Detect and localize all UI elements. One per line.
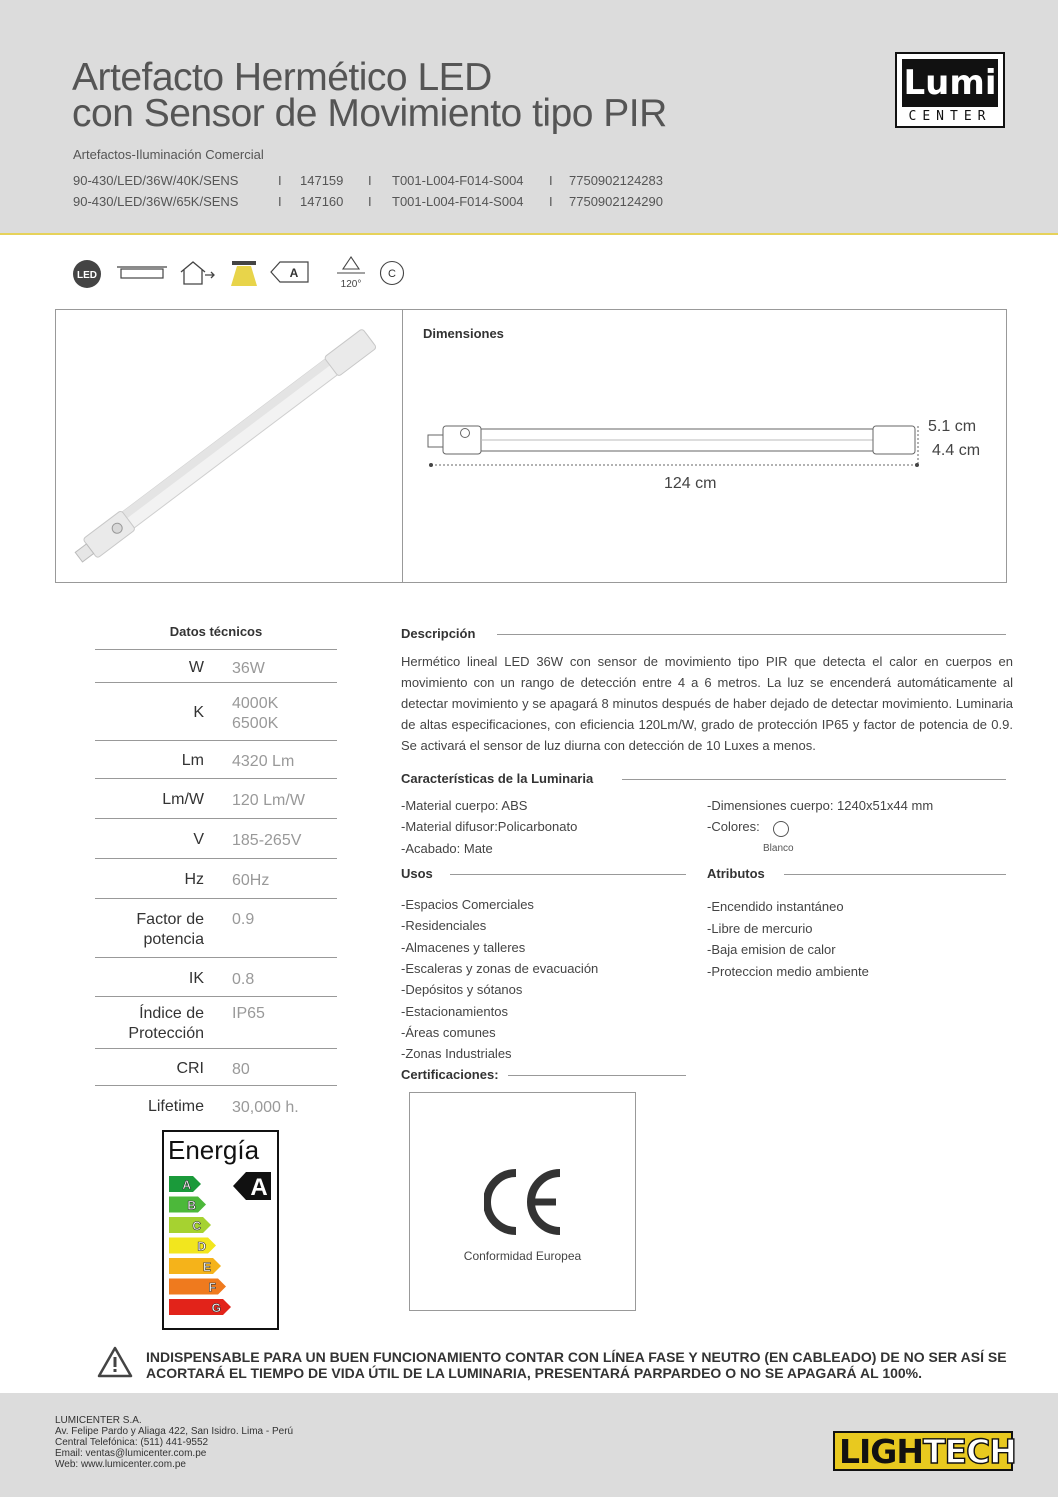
model-code: 90-430/LED/36W/40K/SENS [73,173,239,188]
list-item: -Libre de mercurio [707,920,813,936]
list-item: -Residenciales [401,918,487,934]
indoor-house-icon [178,259,218,292]
certifications-rule [508,1075,686,1076]
spec-row [95,778,337,818]
spec-key [162,790,204,810]
led-icon [72,259,102,294]
spec-key [176,1059,204,1079]
spec-value [232,910,254,930]
company-street: Av. Felipe Pardo y Aliaga 422, San Isidro. Lima - Perú [55,1426,294,1437]
certifications-title: Certificaciones: [401,1067,499,1082]
beam-angle-value: 120° [340,279,362,290]
category-subtitle: Artefactos-Iluminación Comercial [73,147,264,162]
company-email: Email: ventas@lumicenter.com.pe [55,1448,207,1459]
class-c-icon [379,260,405,291]
spec-key [148,1097,204,1117]
company-web: Web: www.lumicenter.com.pe [55,1459,186,1470]
class-c-letter: C [388,268,396,280]
light-beam-icon [230,259,258,292]
spec-row [95,858,337,898]
list-item: -Escaleras y zonas de evacuación [401,960,599,976]
spec-value [232,659,265,679]
spec-key [184,870,204,890]
list-item: -Depósitos y sótanos [401,982,523,998]
company-phone: Central Telefónica: (511) 441-9552 [55,1437,209,1448]
product-box [55,309,1007,583]
energy-class-icon [270,261,310,288]
lightech-wordmark [839,1432,1016,1471]
spec-key [189,658,204,678]
lightech-logo [833,1431,1016,1471]
separator: I [368,194,372,209]
spec-value [232,1004,265,1024]
spec-key-line: V [193,831,204,848]
spec-value [232,871,269,891]
warning-icon [97,1346,133,1383]
spec-key-line: potencia [143,931,204,948]
energy-bar-c [169,1217,211,1233]
spec-row [95,649,337,682]
energy-bar-d [169,1238,216,1254]
sku-code: 147159 [300,173,344,188]
spec-row [95,818,337,858]
spec-key [182,751,204,771]
linear-fixture-icon [117,265,167,286]
spec-value-line: 60Hz [232,872,270,889]
reference-code: T001-L004-F014-S004 [392,194,524,209]
feature-colors-label: -Colores: [707,819,760,834]
spec-value-line: 4320 Lm [232,753,295,770]
depth-label: 4.4 cm [932,442,981,459]
spec-key [189,969,204,989]
energy-bar-e [169,1258,221,1274]
ean-code: 7750902124283 [569,173,663,188]
company-name: LUMICENTER S.A. [55,1415,142,1426]
sku-code: 147160 [300,194,344,209]
separator: I [368,173,372,188]
list-item: -Espacios Comerciales [401,897,534,912]
dimension-drawing [423,410,1003,515]
separator: I [549,194,553,209]
length-label: 124 cm [664,475,717,492]
ce-mark-icon [484,1167,564,1237]
features-rule [622,779,1006,780]
led-icon-label: LED [77,270,97,281]
description-rule [497,634,1006,635]
ean-code: 7750902124290 [569,194,663,209]
list-item: -Encendido instantáneo [707,899,844,914]
ce-certificate-box [409,1092,636,1311]
spec-row [95,957,337,996]
energy-bar-letter: G [211,1301,221,1315]
lightech-part2: TECH [923,1432,1016,1471]
spec-value-line: 80 [232,1061,250,1078]
energy-scale [164,1132,277,1332]
energy-label [162,1130,279,1330]
feature-item: -Material difusor:Policarbonato [401,819,578,834]
spec-row [95,682,337,740]
description-title: Descripción [401,626,476,641]
spec-key-line: W [188,659,204,676]
list-item: -Estacionamientos [401,1003,508,1019]
title-line-2: con Sensor de Movimiento tipo PIR [72,92,667,135]
energy-bar-letter: C [192,1219,201,1233]
spec-key-line: Lm [181,752,204,769]
spec-row [95,740,337,778]
logo-wordmark: Lumi [902,59,998,107]
spec-key-line: Lm/W [162,791,204,808]
box-divider [402,310,403,582]
header-band [0,0,1058,235]
lumicenter-logo [895,52,1005,128]
tech-data-title: Datos técnicos [169,624,263,639]
atributos-title: Atributos [707,866,765,881]
spec-row [95,1085,337,1125]
spec-value-line: 0.8 [232,971,255,988]
spec-key-line: Índice de [139,1005,204,1022]
spec-value-line: IP65 [232,1005,265,1022]
spec-key [193,830,204,850]
ce-label: Conformidad Europea [463,1249,582,1263]
color-swatch-white [773,821,789,837]
spec-row [95,996,337,1048]
features-title: Características de la Luminaria [401,771,594,786]
spec-row [95,898,337,957]
description-text: Hermético lineal LED 36W con sensor de movimiento tipo PIR que detecta el calor en cuerpos en movimiento con un rango de detección entre 4 a 6 metros. La luz se encenderá automáticamente al detectar movimiento y se apagará 8 minutos después de haber dejado de detectar movimiento. Luminaria de altas especificaciones, con eficiencia 120Lm/W, grado de protección IP65 y factor de potencia de 0.9. Se activará el sensor de luz diurna con detección de 10 Luxes a menos. [401,654,1013,753]
color-swatch-label: Blanco [763,843,794,854]
list-item: -Almacenes y talleres [401,939,526,955]
dimensions-title: Dimensiones [423,326,504,341]
spec-row [95,1048,337,1085]
spec-key-line: CRI [176,1060,204,1077]
spec-key-line: Lifetime [147,1098,204,1115]
lightech-part1: LIGH [839,1432,924,1471]
spec-value-line: 4000K [232,695,279,712]
spec-key-line: Factor de [136,911,204,928]
energy-class-letter: A [289,266,299,280]
energy-bar-f [169,1279,226,1295]
spec-value [232,752,294,772]
spec-key-line: Protección [128,1025,204,1042]
spec-value [232,970,254,990]
title-line-1: Artefacto Hermético LED [72,56,492,99]
code-row [73,194,663,215]
usos-title: Usos [401,866,433,881]
spec-value-line: 0.9 [232,911,255,928]
energy-bar-letter: D [197,1239,206,1254]
model-code: 90-430/LED/36W/65K/SENS [73,194,239,209]
footer [0,1393,1058,1497]
spec-value-line: 6500K [232,715,279,732]
spec-value [232,1098,299,1118]
beam-angle-icon [334,254,368,297]
spec-value-line: 120 Lm/W [232,792,305,809]
list-item: -Áreas comunes [401,1024,496,1040]
energy-bar-letter: A [182,1178,191,1192]
spec-key-line: IK [188,970,204,987]
feature-item: -Acabado: Mate [401,841,493,856]
feature-item: -Material cuerpo: ABS [401,798,528,813]
spec-key-line: Hz [184,871,204,888]
energy-rating-letter: A [250,1174,268,1201]
spec-value [232,831,301,851]
spec-value [232,791,305,811]
product-codes [73,173,663,215]
spec-value [232,694,278,734]
separator: I [278,173,282,188]
usos-rule [450,874,686,875]
spec-key [136,910,204,950]
page-title [72,56,667,135]
list-item: -Baja emision de calor [707,942,836,957]
energy-label-title: Energía [168,1135,260,1165]
list-item: -Proteccion medio ambiente [707,963,869,979]
product-image [66,320,396,575]
energy-bar-letter: B [187,1198,196,1213]
reference-code: T001-L004-F014-S004 [392,173,524,188]
spec-value-line: 36W [232,660,265,677]
spec-value-line: 185-265V [232,832,302,849]
logo-subtext: CENTER [908,109,992,124]
spec-key [128,1004,204,1044]
energy-bar-letter: F [208,1280,216,1295]
separator: I [278,194,282,209]
atributos-rule [784,874,1006,875]
list-item: -Zonas Industriales [401,1046,512,1062]
spec-key [193,703,204,723]
code-row [73,173,663,194]
installation-warning: INDISPENSABLE PARA UN BUEN FUNCIONAMIENTO CONTAR CON LÍNEA FASE Y NEUTRO (EN CABLEADO) DE NO SER ASÍ SE ACORTARÁ EL TIEMPO DE VIDA ÚTIL DE LA LUMINARIA, PRESENTARÁ PARPARDEO O NO SE APAGARÁ AL 100%. [146,1349,1007,1381]
feature-dimensions: -Dimensiones cuerpo: 1240x51x44 mm [707,798,934,813]
energy-bar-g [169,1299,231,1315]
separator: I [549,173,553,188]
spec-key-line: K [193,704,204,721]
energy-bar-letter: E [202,1260,211,1274]
company-address [55,1415,293,1470]
spec-value [232,1060,250,1080]
height-label: 5.1 cm [928,418,977,435]
spec-value-line: 30,000 h. [232,1099,299,1116]
